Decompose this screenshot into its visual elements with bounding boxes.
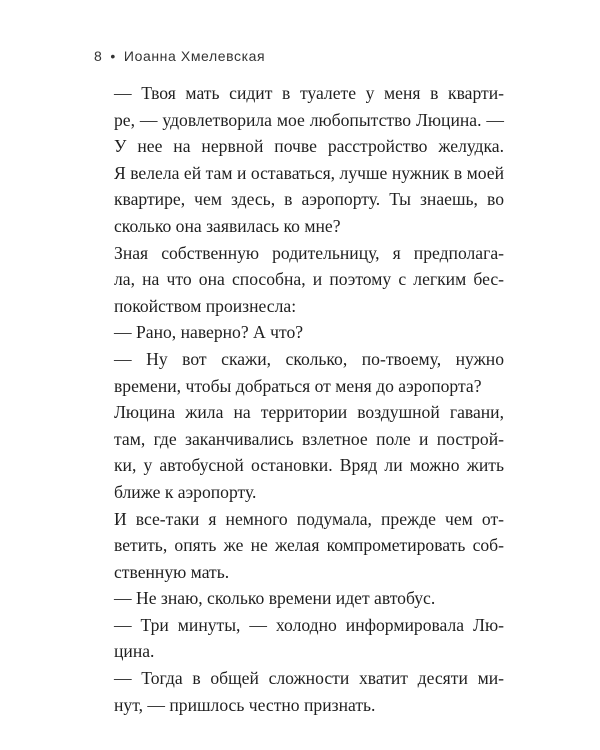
text-line: времени, чтобы добраться от меня до аэропорта? — [114, 375, 482, 396]
text-line: ре, — удовлетворила мое любопытство Люцина. — — [114, 109, 504, 130]
text-line: там, где заканчивались взлетное поле и построй- — [114, 428, 504, 449]
text-line: ственную мать. — [114, 561, 230, 582]
page-number: 8 — [94, 48, 103, 64]
text-line: ближе к аэропорту. — [114, 481, 257, 502]
text-line: И все-таки я немного подумала, прежде чем от- — [114, 508, 504, 529]
body-text — [94, 80, 504, 718]
text-line: ла, на что она способна, и поэтому с легким бес- — [114, 269, 504, 290]
text-line: — Ну вот скажи, сколько, по-твоему, нужно — [114, 348, 504, 369]
text-line: — Твоя мать сидит в туалете у меня в кварти- — [114, 83, 504, 103]
text-line: ветить, опять же не желая компрометировать соб- — [114, 535, 504, 556]
paragraph — [94, 240, 504, 320]
paragraph — [94, 612, 504, 665]
text-line: Люцина жила на территории воздушной гавани, — [114, 402, 504, 423]
text-line: Я велела ей там и оставаться, лучше нужник в моей — [114, 162, 504, 183]
text-line: — Тогда в общей сложности хватит десяти ми- — [114, 668, 504, 689]
running-head — [94, 48, 265, 64]
paragraph — [94, 319, 504, 346]
text-line: ки, у автобусной остановки. Вряд ли можно жить — [114, 455, 504, 476]
text-line: У нее на нервной почве расстройство желудка. — [114, 136, 504, 157]
header-separator: • — [110, 48, 116, 64]
paragraph — [94, 585, 504, 612]
paragraph — [94, 80, 504, 240]
paragraph — [94, 346, 504, 399]
paragraph — [94, 399, 504, 505]
text-line: сколько она заявилась ко мне? — [114, 215, 341, 236]
text-line: нут, — пришлось честно признать. — [114, 694, 376, 715]
paragraph — [94, 665, 504, 718]
text-line: квартире, чем здесь, в аэропорту. Ты знаешь, во — [114, 189, 504, 210]
text-line: Зная собственную родительницу, я предполага- — [114, 242, 504, 263]
text-line: — Три минуты, — холодно информировала Лю- — [114, 614, 504, 635]
author-name: Иоанна Хмелевская — [123, 48, 266, 64]
text-line: цина. — [114, 641, 155, 662]
paragraph — [94, 506, 504, 586]
text-line: — Рано, наверно? А что? — [114, 322, 304, 343]
text-line: покойством произнесла: — [114, 295, 297, 316]
text-line: — Не знаю, сколько времени идет автобус. — [114, 588, 436, 609]
